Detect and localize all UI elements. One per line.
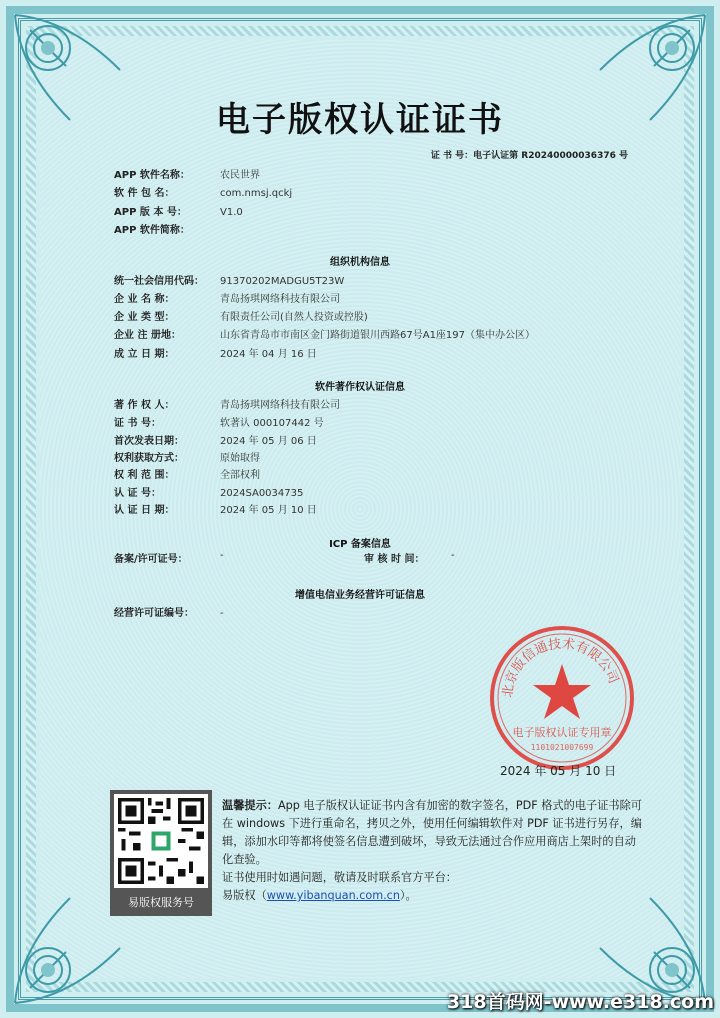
info-row — [114, 449, 260, 464]
info-row — [114, 326, 535, 341]
platform-prefix: 易版权（ — [222, 889, 267, 902]
field-value: 山东省青岛市市南区金门路街道银川西路67号A1座197（集中办公区） — [220, 330, 536, 341]
field-value: 2024 年 05 月 06 日 — [220, 436, 317, 447]
section-title: 增值电信业务经营许可证信息 — [295, 590, 425, 601]
notice-body: App 电子版权认证证书内含有加密的数字签名，PDF 格式的电子证书除可在 windows 下进行重命名，拷贝之外，使用任何编辑软件对 PDF 证书进行另存，编辑，添加水印等都将使签名信息遭到破坏，导致无法通过合作应用商店上架时的自动化查验。 — [222, 799, 642, 866]
field-label: 认 证 号： — [114, 488, 161, 499]
info-row — [114, 604, 224, 619]
info-row — [114, 414, 324, 429]
field-label: 成 立 日 期： — [114, 349, 175, 360]
field-value: 农民世界 — [220, 170, 260, 181]
qr-code-label: 易版权服务号 — [128, 896, 194, 909]
info-row — [114, 345, 317, 360]
field-label: 权 利 范 围： — [114, 470, 175, 481]
field-value: - — [220, 608, 224, 619]
watermark: 318首码网-www.e318.com — [446, 991, 714, 1013]
section-title: ICP 备案信息 — [329, 539, 391, 550]
field-label: 企业 注 册地： — [114, 330, 181, 341]
info-row — [114, 272, 344, 287]
field-value: 2024 年 05 月 10 日 — [220, 505, 317, 516]
issue-date: 2024 年 05 月 10 日 — [500, 764, 617, 778]
info-row — [114, 466, 260, 481]
platform-link[interactable]: www.yibanquan.com.cn — [266, 889, 400, 902]
info-row — [114, 166, 260, 181]
info-row — [114, 484, 303, 499]
field-label: 企 业 名 称： — [114, 294, 175, 305]
audit-time-value: - — [451, 550, 455, 561]
info-row — [114, 432, 317, 447]
field-label: 经营许可证编号： — [114, 608, 194, 619]
field-value: 青岛扬琪网络科技有限公司 — [220, 294, 340, 305]
field-value: com.nmsj.qckj — [220, 188, 293, 199]
audit-time-label: 审 核 时 间： — [364, 554, 425, 565]
notice-text — [222, 797, 642, 905]
field-value: 原始取得 — [220, 453, 260, 464]
field-label: 著 作 权 人： — [114, 400, 175, 411]
info-row — [114, 290, 340, 305]
field-value: 有限责任公司(自然人投资或控股) — [220, 312, 368, 323]
field-label: 统一社会信用代码： — [114, 276, 204, 287]
info-row — [114, 501, 317, 516]
field-label: APP 软件名称： — [114, 170, 190, 181]
info-row — [114, 203, 243, 218]
seal-top-text: 北京版信通技术有限公司 — [500, 636, 621, 699]
field-label: APP 软件简称： — [114, 225, 190, 236]
icp-number-label: 备案/许可证号： — [114, 554, 188, 565]
info-row — [114, 184, 292, 199]
field-label: 权利获取方式： — [114, 453, 184, 464]
qr-code-panel — [110, 790, 212, 916]
field-label: 首次发表日期： — [114, 436, 184, 447]
info-row — [114, 308, 368, 323]
official-seal-icon — [488, 624, 636, 772]
platform-suffix: ）。 — [399, 889, 417, 902]
field-label: 软 件 包 名： — [114, 188, 175, 199]
field-label: APP 版 本 号： — [114, 207, 187, 218]
info-row — [114, 221, 220, 236]
info-row — [114, 396, 340, 411]
field-value: 2024 年 04 月 16 日 — [220, 349, 317, 360]
notice-contact: 证书使用时如遇问题，敬请及时联系官方平台： — [222, 871, 457, 884]
notice-heading: 温馨提示： — [222, 799, 278, 812]
field-value: 91370202MADGU5T23W — [220, 276, 345, 287]
seal-number: 1101021007699 — [530, 743, 594, 752]
section-title: 软件著作权认证信息 — [315, 382, 405, 393]
field-label: 企 业 类 型： — [114, 312, 175, 323]
page-title: 电子版权认证证书 — [216, 100, 504, 140]
field-value: 青岛扬琪网络科技有限公司 — [220, 400, 340, 411]
field-value: V1.0 — [220, 207, 243, 218]
qr-code-icon — [114, 794, 208, 888]
field-value: 软著认 000107442 号 — [220, 418, 324, 429]
field-label: 证 书 号： — [114, 418, 161, 429]
seal-bottom-text: 电子版权认证专用章 — [512, 726, 612, 739]
field-value: 2024SA0034735 — [220, 488, 304, 499]
certificate-number: 证 书 号：电子认证第 R20240000036376 号 — [430, 151, 628, 161]
field-value: 全部权利 — [220, 470, 260, 481]
section-title: 组织机构信息 — [330, 257, 390, 268]
icp-number-value: - — [220, 550, 224, 561]
field-label: 认 证 日 期： — [114, 505, 175, 516]
